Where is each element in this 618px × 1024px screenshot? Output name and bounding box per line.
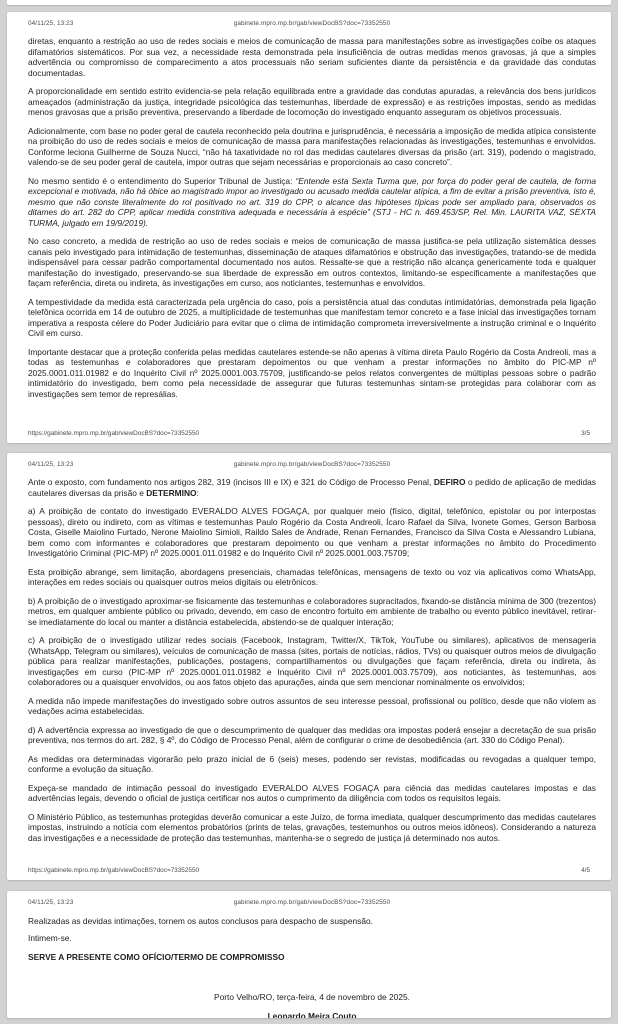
paragraph-precedente-stj: [28, 176, 596, 229]
paragraph-tempestividade: A tempestividade da medida está caracterizada pela urgência do caso, pois a persistência atual das condutas intimidatórias, demonstrada pela ligação telefônica ocorrida em 14 de outubro de 2025, a multiplicidade de testemunhas que manifestam temor concreto e a fase inicial das investigações tornam imperativa a resposta célere do Poder Judiciário para evitar que o clima de intimidação comprometa irreversivelmente a instrução criminal e o Inquérito Civil em curso.: [28, 296, 596, 338]
item-d-advertencia: d) A advertência expressa ao investigado de que o descumprimento de qualquer das medidas ora impostas poderá ensejar a decretação de sua prisão preventiva, nos termos do art. 282, § 4º, do Código de Processo Penal, além de configurar o crime de desobediência (art. 330 do Código Penal).: [28, 724, 596, 745]
page-number: 3/5: [581, 430, 590, 437]
print-datetime: 04/11/25, 13:23: [28, 899, 74, 906]
print-footer-url: https://gabinete.mpro.mp.br/gab/viewDocBS?doc=73352550: [28, 430, 200, 437]
signature-name: Leonardo Meira Couto: [267, 1011, 357, 1018]
paragraph-poder-geral-cautela: Adicionalmente, com base no poder geral de cautela reconhecido pela doutrina e jurisprudência, é necessária a imposição de medida atípica consistente na proibição do uso de redes sociais e meios de comunicação de massa para manifestações relacionadas às investigações, testemunhas e envolvidos. Conforme leciona Guilherme de Souza Nucci, “não há taxatividade no rol das medidas cautelares diversas da prisão (art. 319), podendo o magistrado, valendo-se de seu poder geral de cautela, impor outras que sejam necessárias e proporcionais ao caso concreto”.: [28, 125, 596, 167]
defiro-destaque: DEFIRO: [433, 477, 466, 487]
print-header-url: gabinete.mpro.mp.br/gab/viewDocBS?doc=73352550: [233, 20, 391, 27]
paragraph-intimem-se: Intimem-se.: [28, 932, 72, 943]
paragraph-abrangencia: Esta proibição abrange, sem limitação, abordagens presenciais, chamadas telefônicas, mensagens de texto ou voz via aplicativos como WhatsApp, interações em redes sociais ou quaisquer outros meios digitais ou eletrônicos.: [28, 566, 596, 587]
paragraph-intimacoes: Realizadas as devidas intimações, tornem os autos conclusos para despacho de suspensão.: [28, 916, 373, 926]
paragraph-mandado-intimacao: Expeça-se mandado de intimação pessoal do investigado EVERALDO ALVES FOGAÇA para ciência das medidas cautelares impostas e das advertências legais, devendo o oficial de justiça certificar nos autos o cumprimento da diligência com todos os requisitos legais.: [28, 782, 596, 803]
print-datetime: 04/11/25, 13:23: [28, 20, 74, 27]
print-datetime: 04/11/25, 13:23: [28, 461, 74, 468]
page-number: 4/5: [581, 867, 590, 874]
page-footer: [28, 430, 590, 437]
paragraph-serve-como-oficio: SERVE A PRESENTE COMO OFÍCIO/TERMO DE COMPROMISSO: [28, 952, 285, 962]
page-header: [28, 20, 596, 28]
page-header: [28, 461, 596, 469]
date-place-line: Porto Velho/RO, terça-feira, 4 de novembro de 2025.: [214, 991, 410, 1002]
paragraph-caso-concreto: No caso concreto, a medida de restrição ao uso de redes sociais e meios de comunicação de massa justifica-se pela utilização sistemática desses canais pelo investigado para intimidação de testemunhas, disseminação de ataques difamatórios e obstrução das investigações, tratando-se de medida indispensável para cessar padrão comportamental documentado nos autos. Ressalte-se que a restrição não alcança genericamente toda e qualquer manifestação do investigado, preservando-se sua liberdade de expressão em outros contextos, limitando-se especificamente a manifestações que façam referência, direta ou indireta, às investigações em curso, aos noticiantes, testemunhas e envolvidos.: [28, 236, 596, 288]
previous-page-bottom-edge: [7, 0, 611, 5]
print-header-url: gabinete.mpro.mp.br/gab/viewDocBS?doc=73352550: [233, 461, 391, 468]
paragraph-diretas: diretas, enquanto a restrição ao uso de redes sociais e meios de comunicação de massa para manifestações sobre as investigações coíbe os ataques difamatórios sistemáticos. Por sua vez, a necessidade resta demonstrada pela insuficiência de outras medidas menos gravosas, já que a simples advertência ou compromisso de comparecimento a atos processuais não seriam suficientes diante da persistência e da gravidade das condutas documentadas.: [28, 36, 596, 78]
paragraph-ressalva-medida: A medida não impede manifestações do investigado sobre outros assuntos de seu interesse pessoal, profissional ou político, desde que não violem as vedações acima estabelecidas.: [28, 695, 596, 716]
page-body: [28, 477, 596, 843]
stj-intro: No mesmo sentido é o entendimento do Superior Tribunal de Justiça:: [28, 175, 296, 186]
print-header-url: gabinete.mpro.mp.br/gab/viewDocBS?doc=73352550: [233, 899, 391, 906]
paragraph-dispositivo: [28, 477, 596, 498]
stj-citacao-italico: “Entende esta Sexta Turma que, por força do poder geral de cautela, de forma excepcional e motivada, não há óbice ao magistrado impor ao investigado ou acusado medida cautelar atípica, a fim de evitar a prisão preventiva, isto é, mesmo que não conste literalmente do rol positivado no art. 319 do CPP, o alcance das hipóteses típicas pode ser ampliado para, observados os ditames do art. 282 do CPP, aplicar medida constritiva adequada e necessária à espécie” (STJ - HC n. 469.453/SP, Rel. Min. LAURITA VAZ, SEXTA TURMA, julgado em 19/9/2019).: [28, 175, 596, 228]
page-body: [28, 916, 596, 1018]
page-footer: [28, 867, 590, 874]
document-page-3of5: [7, 12, 611, 443]
document-page-5of5: [7, 891, 611, 1018]
document-page-4of5: [7, 453, 611, 880]
print-footer-url: https://gabinete.mpro.mp.br/gab/viewDocBS?doc=73352550: [28, 867, 200, 874]
item-c-proibicao-redes-sociais: c) A proibição de o investigado utilizar redes sociais (Facebook, Instagram, Twitter/X, TikTok, YouTube ou similares), aplicativos de mensageria (WhatsApp, Telegram ou similares), veículos de comunicação de massa (sites, portais de notícias, rádios, TVs) ou quaisquer outros meios de divulgação pública para realizar manifestações, publicações, postagens, compartilhamentos ou divulgações que façam referência, direta ou indireta, às investigações em curso (PIC-MP nº 2025.0001.011.01982 e Inquérito Civil nº 2025.0001.003.75709), aos noticiantes, às testemunhas, aos colaboradores ou a quaisquer envolvidos, ou aos fatos objeto das apurações, ainda que sem mencionar nominalmente os envolvidos;: [28, 635, 596, 687]
paragraph-ministerio-publico: O Ministério Público, as testemunhas protegidas deverão comunicar a este Juízo, de forma imediata, qualquer descumprimento das medidas cautelares impostas, instruindo a notícia com elementos probatórios (prints de telas, gravações, testemunhos ou outros meios idôneos). Considerando a natureza das investigações e a necessidade de proteção das testemunhas, mantenha-se o segredo de justiça já determinado nos autos.: [28, 811, 596, 843]
paragraph-prazo-medidas: As medidas ora determinadas vigorarão pelo prazo inicial de 6 (seis) meses, podendo ser revistas, modificadas ou revogadas a qualquer tempo, conforme a evolução da situação.: [28, 753, 596, 774]
item-a-proibicao-contato: a) A proibição de contato do investigado EVERALDO ALVES FOGAÇA, por qualquer meio (físico, digital, telefônico, epistolar ou por interpostas pessoas), direto ou indireto, com as vítimas e testemunhas Paulo Rogério da Costa Andreoli, Ícaro Rafael da Silva, Ivonete Gomes, Gerson Barbosa Costa, Giselle Maiolino Furtado, Nerone Maiolino Simioli, Raildo Sales de Andrade, Renan Fernandes, Francisco da Silva Costa e Alessandro Lubiana, bem como com informantes e colaboradores que prestaram depoimento ou que venham a prestar informações no âmbito do Procedimento Investigatório Criminal (PIC-MP) nº 2025.0001.011.01982 e do Inquérito Civil nº 2025.0001.003.75709;: [28, 506, 596, 558]
page-header: [28, 899, 596, 907]
page-body: [28, 36, 596, 399]
item-b-distancia-minima: b) A proibição de o investigado aproximar-se fisicamente das testemunhas e colaboradores supracitados, fixando-se distância mínima de 300 (trezentos) metros, em qualquer ambiente público ou privado, devendo, em caso de encontro fortuito em ambiente de trabalho ou evento público inevitável, retirar-se imediatamente do local ou manter a distância estabelecida, abstendo-se de qualquer interação;: [28, 595, 596, 627]
determino-destaque: DETERMINO: [146, 487, 197, 498]
dispositivo-pre: Ante o exposto, com fundamento nos artigos 282, 319 (incisos III e IX) e 321 do Código de Processo Penal,: [28, 477, 434, 487]
paragraph-protecao-testemunhas: Importante destacar que a proteção conferida pelas medidas cautelares estende-se não apenas à vítima direta Paulo Rogério da Costa Andreoli, mas a todas as testemunhas e colaboradores que prestaram depoimentos ou que venham a prestar informações no âmbito do PIC-MP nº 2025.0001.011.01982 e do Inquérito Civil nº 2025.0001.003.75709, justificando-se pelos relatos convergentes de múltiplas pessoas sobre o padrão intimidatório do investigado, bem como pela necessidade de assegurar que futuras testemunhas sintam-se protegidas para colaborar com as investigações sem temor de represálias.: [28, 346, 596, 399]
dispositivo-fim: :: [196, 487, 199, 498]
paragraph-proporcionalidade: A proporcionalidade em sentido estrito evidencia-se pela relação equilibrada entre a gravidade das condutas apuradas, a relevância dos bens jurídicos ameaçados (administração da justiça, integridade psicológica das testemunhas, liberdade de expressão) e as restrições impostas, sendo as medidas menos gravosas que a prisão preventiva, preservando a liberdade de locomoção do investigado enquanto asseguram os objetivos processuais.: [28, 86, 596, 117]
dispositivo-mid: o pedido de aplicação de medidas cautelares diversas da prisão e: [28, 477, 596, 498]
